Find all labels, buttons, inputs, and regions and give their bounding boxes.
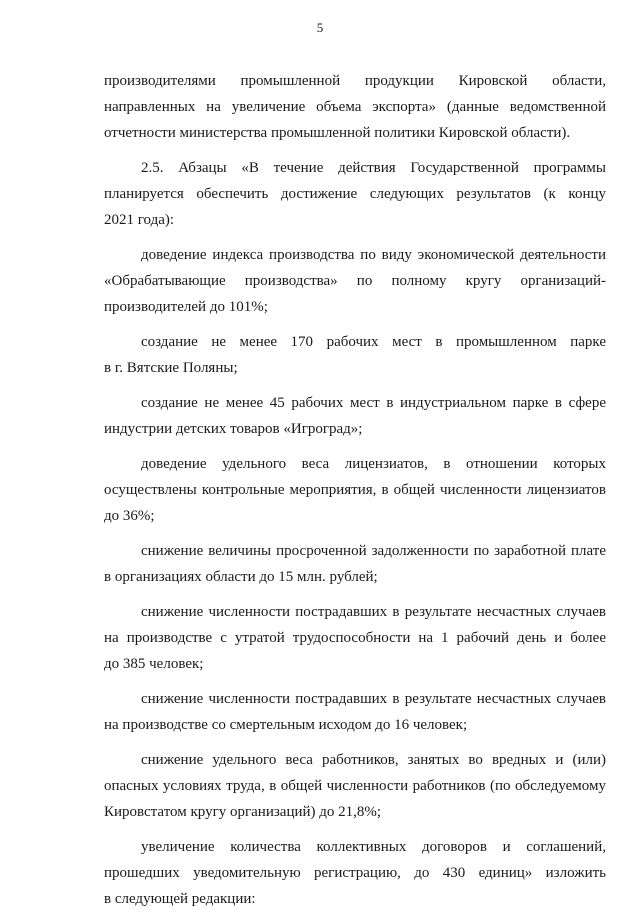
text-line: до 385 человек; bbox=[104, 656, 204, 672]
text-line: до 36%; bbox=[104, 508, 155, 524]
text-line: в следующей редакции: bbox=[104, 891, 256, 907]
paragraph bbox=[104, 538, 606, 590]
paragraph bbox=[104, 155, 606, 233]
text-line: Кировстатом кругу организаций) до 21,8%; bbox=[104, 804, 382, 820]
text-line: снижение удельного веса работников, занятых во вредных и (или) bbox=[141, 752, 606, 768]
text-line: «Обрабатывающие производства» по полному кругу организаций- bbox=[104, 273, 606, 289]
text-line: создание не менее 170 рабочих мест в промышленном парке bbox=[141, 334, 606, 350]
text-line: производителей до 101%; bbox=[104, 299, 268, 315]
text-line: индустрии детских товаров «Игроград»; bbox=[104, 421, 363, 437]
text-line: снижение численности пострадавших в результате несчастных случаев bbox=[141, 691, 606, 707]
paragraph bbox=[104, 390, 606, 442]
text-line: 2.5. Абзацы «В течение действия Государственной программы bbox=[141, 160, 606, 176]
text-line: на производстве со смертельным исходом до 16 человек; bbox=[104, 717, 468, 733]
text-line: опасных условиях труда, в общей численности работников (по обследуемому bbox=[104, 778, 606, 794]
paragraph bbox=[104, 834, 606, 912]
document-body bbox=[104, 68, 606, 912]
paragraph bbox=[104, 599, 606, 677]
text-line: на производстве с утратой трудоспособности на 1 рабочий день и более bbox=[104, 630, 606, 646]
text-line: прошедших уведомительную регистрацию, до 430 единиц» изложить bbox=[104, 865, 606, 881]
text-line: доведение удельного веса лицензиатов, в отношении которых bbox=[141, 456, 606, 472]
paragraph bbox=[104, 747, 606, 825]
text-line: 2021 года): bbox=[104, 212, 175, 228]
text-line: снижение численности пострадавших в результате несчастных случаев bbox=[141, 604, 606, 620]
paragraph bbox=[104, 686, 606, 738]
text-line: увеличение количества коллективных договоров и соглашений, bbox=[141, 839, 606, 855]
paragraph bbox=[104, 242, 606, 320]
text-line: производителями промышленной продукции Кировской области, bbox=[104, 73, 606, 89]
text-line: в организациях области до 15 млн. рублей; bbox=[104, 569, 378, 585]
text-line: направленных на увеличение объема экспорта» (данные ведомственной bbox=[104, 99, 606, 115]
text-line: снижение величины просроченной задолженности по заработной плате bbox=[141, 543, 606, 559]
text-line: создание не менее 45 рабочих мест в индустриальном парке в сфере bbox=[141, 395, 606, 411]
paragraph bbox=[104, 329, 606, 381]
text-line: отчетности министерства промышленной политики Кировской области). bbox=[104, 125, 571, 141]
page-number: 5 bbox=[316, 20, 324, 35]
text-line: планируется обеспечить достижение следующих результатов (к концу bbox=[104, 186, 606, 202]
text-line: доведение индекса производства по виду экономической деятельности bbox=[141, 247, 606, 263]
text-line: в г. Вятские Поляны; bbox=[104, 360, 238, 376]
text-line: осуществлены контрольные мероприятия, в общей численности лицензиатов bbox=[104, 482, 606, 498]
paragraph bbox=[104, 451, 606, 529]
paragraph bbox=[104, 68, 606, 146]
